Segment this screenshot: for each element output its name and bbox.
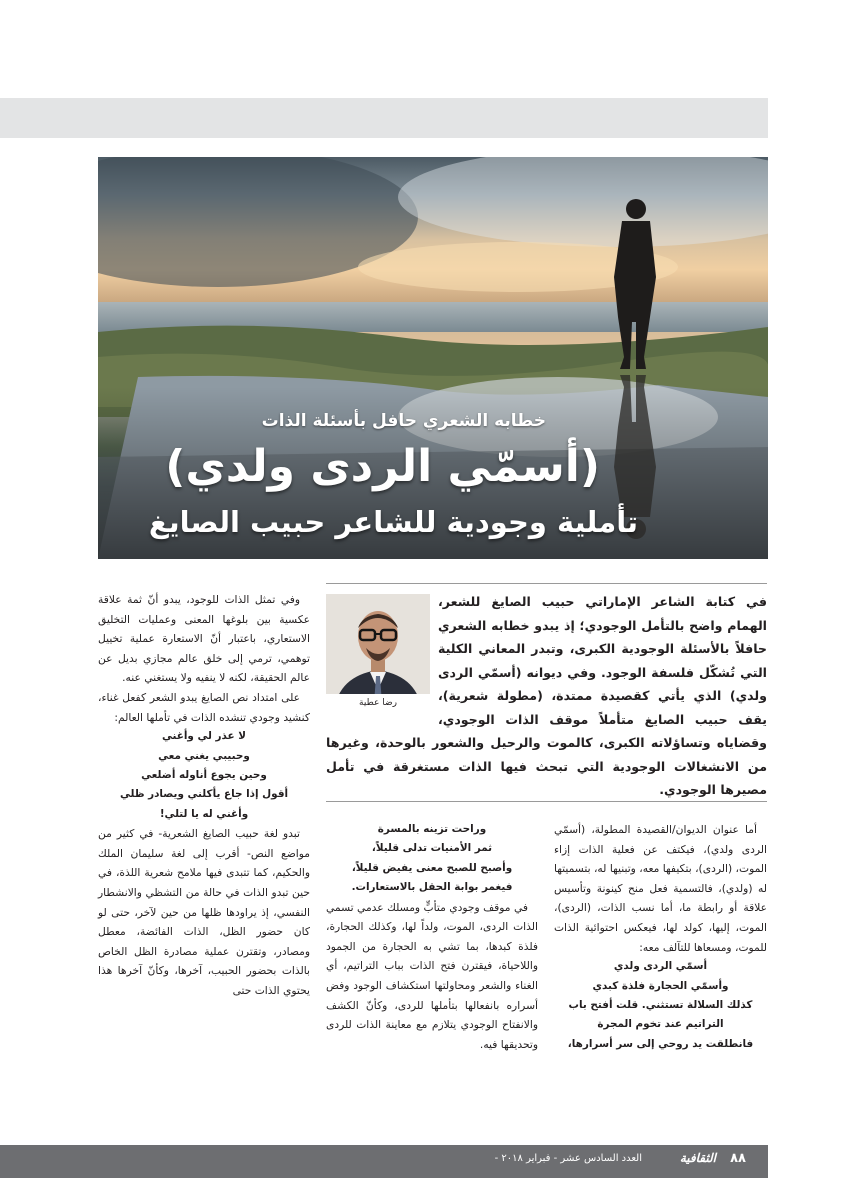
verse-line: فانطلقت يد روحي إلى سر أسرارها، <box>567 1037 754 1050</box>
column-middle-paragraph: في موقف وجودي متأبٍّ ومسلك عدمي تسمي الذات الردى، الموت، ولداً لها، وكذلك الحجارة، فلذة كبدها، بما تشي به الحجارة من الجمود واللاحياة، فيقترن فتح الذات بباب التراتيم، أي الغناء والشعر ومحاولتها استكشاف الوجود وفض أسراره بانفعالها بتأملها للردى، وكأنّ الكشف والانفتاح الوجودي يتلازم مع معاينة الذات للردى وتحديقها فيه. <box>326 900 538 1051</box>
magazine-name: الثقافية <box>679 1151 716 1165</box>
issue-info: العدد السادس عشر - فبراير ٢٠١٨ - <box>494 1153 642 1164</box>
column-middle <box>326 820 538 1054</box>
lead-paragraph <box>326 590 767 802</box>
page-footer <box>0 1145 768 1178</box>
column-right <box>554 820 767 1054</box>
hero-kicker: خطابه الشعري حافل بأسئلة الذات <box>261 411 546 431</box>
verse-line: فيغمر بوابة الحقل بالاستعارات. <box>351 881 513 894</box>
verse-line: وأغني له يا لتلي! <box>159 807 249 820</box>
column-left-paragraph-3: تبدو لغة حبيب الصايغ الشعرية- في كثير من مواضع النص- أقرب إلى لغة سليمان الملك والحكيم، كما تتبدى فيها ملامح شعرية اللذة، في حين تبدو الذات في حالة من التشظي والانشطار النفسي، إذ يراودها ظلها من حين لآخر، حتى لو كان حضور الظل، الذات الفائضة، معطل ومصادر، وتقترن عملية مصادرة الظل الخاص بالذات بحضور الحبيب، آخرها، وكأنّ آخرها هذا يحتوي الذات حتى <box>98 827 310 997</box>
verse-line: أسمّي الردى ولدي <box>613 960 708 973</box>
verse-line: كذلك السلالة تستثني. قلت أفتح باب <box>568 998 753 1011</box>
verse-line: أقول إذا جاع يأكلني ويصادر ظلي <box>119 788 289 801</box>
verse-line: وأصبح للصبح معنى يفيض قليلاً، <box>351 861 513 874</box>
column-left-paragraph-2: على امتداد نص الصايغ يبدو الشعر كفعل غناء، كنشيد وجودي تنشده الذات في تأملها العالم: <box>98 690 310 724</box>
column-right-paragraph: أما عنوان الديوان/القصيدة المطولة، (أسمّي الردى ولدي)، فيكتف عن فعلية الذات إزاء الموت، (الردى)، بتكيفها معه، وتبنيها له، بتسميتها له (ولدي)، فالتسمية فعل منح كينونة وتأسيس علاقة أو رابطة ما، أما نسب الذات، (الردى)، الموت، إليها، كولد لها، فيعكس احتوائية الذات للموت، ومسعاها للتآلف معه: <box>554 823 767 954</box>
verse-line: التراتيم عند تخوم المجرة <box>597 1018 724 1031</box>
column-left-paragraph-1: وفي تمثل الذات للوجود، يبدو أنّ ثمة علاقة عكسية بين بلوغها المعنى وعمليات التخليق الاستعاري، باعتبار أنّ الاستعارة عملية تخييل توهمي، ترمي إلى خلق عالم مجازي بديل عن عالم الحقيقة، لكنه لا ينفيه ولا يستغني عنه. <box>98 593 310 685</box>
verse-line: وحين يجوع أناوله أضلعي <box>141 768 267 781</box>
lead-bottom-rule <box>326 801 767 802</box>
verse-line: وراحت تزينه بالمسرة <box>377 823 487 835</box>
lead-text: في كتابة الشاعر الإماراتي حبيب الصايغ للشعر، الهمام واضح بالتأمل الوجودي؛ إذ يبدو خطابه الشعري حافلاً بالأسئلة الوجودية الكبرى، وتبدر المعاني الكلية التي تُشكّل فلسفة الوجود. وفي ديوانه (أسمّي الردى ولدي) الذي يأتي كقصيدة ممتدة، (مطولة شعرية)، يقف حبيب الصايغ متأملاً موقف الذات الوجودي، وقضاياه وتساؤلاته الكبرى، كالموت والرحيل والشعور بالوحدة، وغيرها من الانشغالات الوجودية التي تبحث فيها الذات مستغرقة في تأمل مصيرها الوجودي. <box>326 594 767 797</box>
sunset-seascape-illustration <box>98 157 768 559</box>
page-number: ٨٨ <box>730 1151 746 1166</box>
author-photo <box>326 594 430 712</box>
author-name-caption: رضا عطية <box>326 694 430 712</box>
verse-line: وحبيبي يغني معي <box>158 749 250 762</box>
article-title: (أسمّي الردى ولدي) <box>165 441 600 492</box>
verse-line: وأسمّي الحجارة فلذة كبدي <box>592 979 729 992</box>
column-left <box>98 590 310 1001</box>
header-band <box>0 98 768 138</box>
hero-image <box>98 157 768 559</box>
lead-top-rule <box>326 583 767 584</box>
article-subtitle: تأملية وجودية للشاعر حبيب الصايغ <box>148 505 638 539</box>
verse-line: لا عذر لي وأغني <box>162 730 246 743</box>
verse-line: ثمر الأمنيات تدلى قليلاً، <box>371 842 493 855</box>
